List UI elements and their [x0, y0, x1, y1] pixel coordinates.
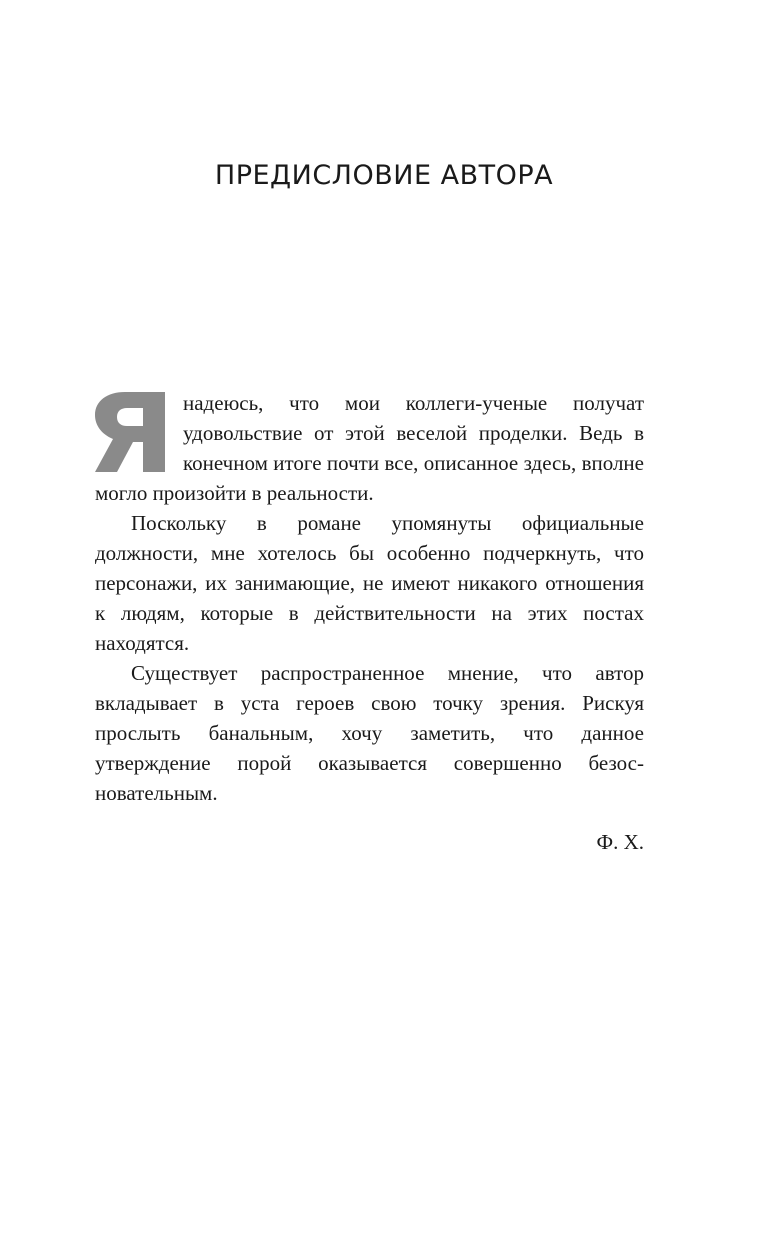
paragraph-1 — [95, 388, 644, 508]
paragraph-1-text: надеюсь, что мои коллеги-ученые получат удовольствие от этой веселой проделки. Ведь в конечном итоге почти все, описанное здесь, вполне могло произойти в реальности. — [95, 391, 644, 505]
drop-cap-letter — [95, 392, 167, 472]
preface-body — [95, 388, 644, 808]
paragraph-3: Существует распространенное мнение, что автор вкладывает в уста героев свою точку зрения. Рискуя прослыть банальным, хочу заметить, что данное утверждение порой оказывается совершенно безосновательным. — [95, 661, 644, 805]
page-title: ПРЕДИСЛОВИЕ АВТОРА — [214, 160, 554, 191]
author-signature: Ф. Х. — [596, 830, 644, 854]
paragraph-2: Поскольку в романе упомянуты официальные должности, мне хотелось бы особенно подчеркнуть, что персонажи, их занимающие, не имеют никакого отношения к людям, которые в действительности на этих постах находятся. — [95, 511, 644, 655]
drop-cap-glyph — [95, 392, 167, 472]
